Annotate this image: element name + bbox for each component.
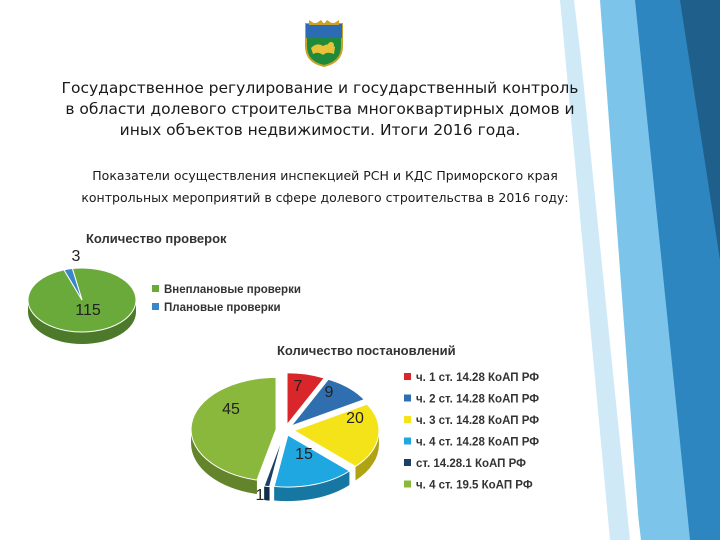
legend-swatch [404, 438, 411, 445]
legend-label: ч. 1 ст. 14.28 КоАП РФ [416, 372, 540, 384]
legend-swatch [404, 416, 411, 423]
data-label: 45 [222, 401, 240, 418]
data-label: 115 [75, 302, 101, 319]
data-label: 3 [71, 248, 81, 265]
title-line: иных объектов недвижимости. Итоги 2016 года. [119, 121, 521, 139]
pie-slice-side [264, 486, 269, 501]
subtitle-line: контрольных мероприятий в сфере долевого строительства в 2016 году: [81, 190, 569, 205]
legend-swatch [152, 285, 159, 292]
data-label: 1 [255, 487, 265, 504]
data-label: 7 [293, 378, 303, 395]
legend-label: ч. 4 ст. 14.28 КоАП РФ [416, 436, 540, 449]
legend-swatch [152, 303, 159, 310]
title-line: Государственное регулирование и государственный контроль [61, 79, 579, 97]
legend-swatch [404, 481, 411, 488]
legend-label: ч. 2 ст. 14.28 КоАП РФ [416, 393, 540, 406]
data-label: 20 [346, 410, 364, 427]
data-label: 15 [295, 446, 313, 463]
chart-title: Количество проверок [86, 231, 227, 246]
legend-label: Плановые проверки [164, 302, 281, 314]
data-label: 9 [324, 384, 334, 401]
legend-label: Внеплановые проверки [164, 284, 301, 296]
legend-swatch [404, 373, 411, 380]
legend-swatch [404, 395, 411, 402]
legend-label: ч. 4 ст. 19.5 КоАП РФ [416, 479, 533, 492]
chart-title: Количество постановлений [277, 343, 456, 358]
subtitle-line: Показатели осуществления инспекцией РСН и КДС Приморского края [92, 168, 558, 183]
legend-label: ст. 14.28.1 КоАП РФ [416, 458, 526, 470]
legend-swatch [404, 459, 411, 466]
legend-label: ч. 3 ст. 14.28 КоАП РФ [416, 415, 540, 427]
chart-resolutions [191, 343, 539, 504]
title-line: в области долевого строительства многоквартирных домов и [65, 100, 575, 118]
chart-inspections [28, 231, 301, 344]
